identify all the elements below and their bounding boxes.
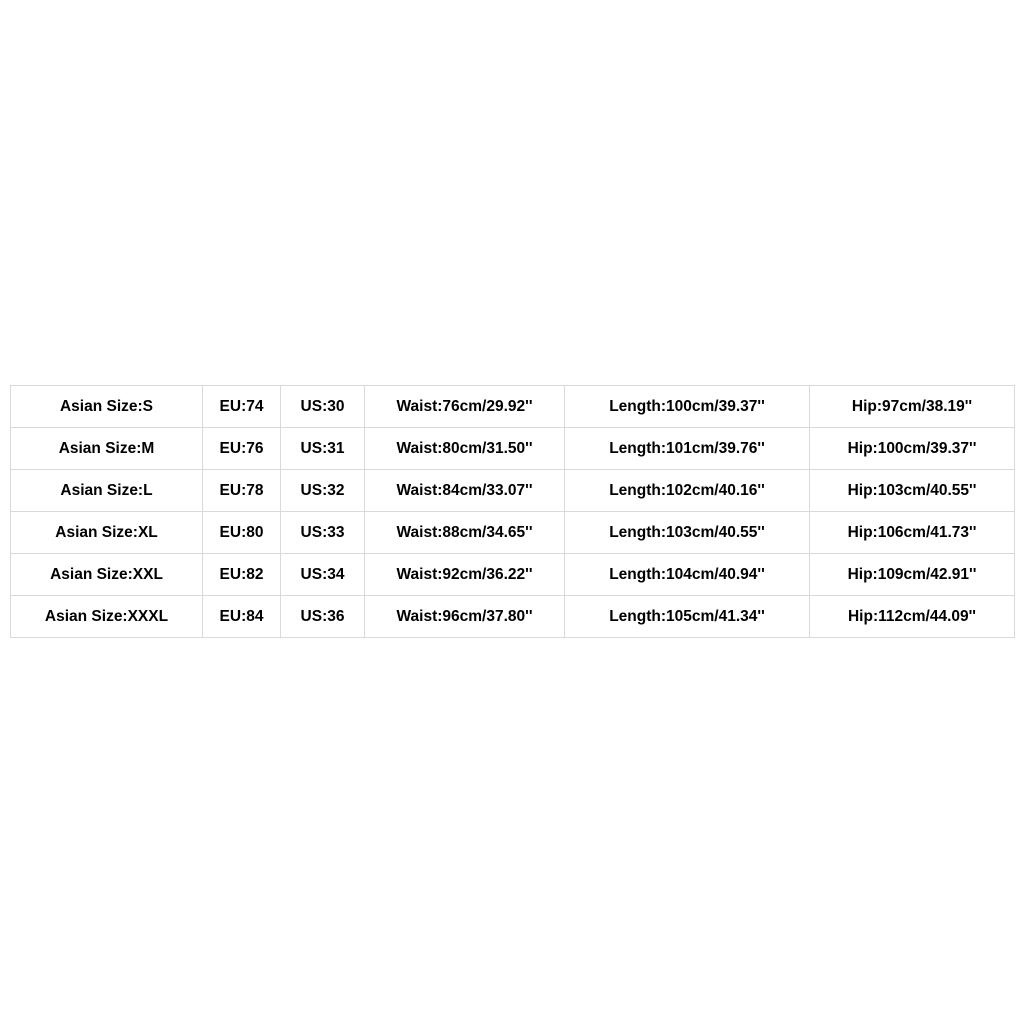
- cell-hip: Hip:112cm/44.09'': [810, 596, 1015, 638]
- cell-hip: Hip:106cm/41.73'': [810, 512, 1015, 554]
- table-row: [11, 554, 1015, 596]
- cell-length: Length:103cm/40.55'': [565, 512, 810, 554]
- table-row: [11, 470, 1015, 512]
- cell-hip: Hip:97cm/38.19'': [810, 386, 1015, 428]
- cell-us: US:33: [281, 512, 365, 554]
- cell-waist: Waist:88cm/34.65'': [365, 512, 565, 554]
- cell-waist: Waist:80cm/31.50'': [365, 428, 565, 470]
- cell-length: Length:102cm/40.16'': [565, 470, 810, 512]
- cell-hip: Hip:100cm/39.37'': [810, 428, 1015, 470]
- cell-us: US:34: [281, 554, 365, 596]
- cell-us: US:30: [281, 386, 365, 428]
- cell-waist: Waist:92cm/36.22'': [365, 554, 565, 596]
- cell-us: US:32: [281, 470, 365, 512]
- cell-hip: Hip:109cm/42.91'': [810, 554, 1015, 596]
- size-chart: [10, 385, 1014, 638]
- cell-asian-size: Asian Size:L: [11, 470, 203, 512]
- cell-eu: EU:76: [203, 428, 281, 470]
- cell-asian-size: Asian Size:S: [11, 386, 203, 428]
- cell-length: Length:101cm/39.76'': [565, 428, 810, 470]
- cell-eu: EU:84: [203, 596, 281, 638]
- cell-hip: Hip:103cm/40.55'': [810, 470, 1015, 512]
- table-row: [11, 428, 1015, 470]
- table-row: [11, 386, 1015, 428]
- cell-us: US:36: [281, 596, 365, 638]
- cell-eu: EU:78: [203, 470, 281, 512]
- cell-eu: EU:74: [203, 386, 281, 428]
- cell-asian-size: Asian Size:XXL: [11, 554, 203, 596]
- cell-waist: Waist:76cm/29.92'': [365, 386, 565, 428]
- table-row: [11, 596, 1015, 638]
- cell-eu: EU:80: [203, 512, 281, 554]
- cell-waist: Waist:96cm/37.80'': [365, 596, 565, 638]
- cell-length: Length:105cm/41.34'': [565, 596, 810, 638]
- cell-asian-size: Asian Size:XL: [11, 512, 203, 554]
- cell-asian-size: Asian Size:M: [11, 428, 203, 470]
- cell-us: US:31: [281, 428, 365, 470]
- table-row: [11, 512, 1015, 554]
- size-chart-table: [10, 385, 1015, 638]
- cell-eu: EU:82: [203, 554, 281, 596]
- cell-waist: Waist:84cm/33.07'': [365, 470, 565, 512]
- cell-length: Length:104cm/40.94'': [565, 554, 810, 596]
- cell-asian-size: Asian Size:XXXL: [11, 596, 203, 638]
- cell-length: Length:100cm/39.37'': [565, 386, 810, 428]
